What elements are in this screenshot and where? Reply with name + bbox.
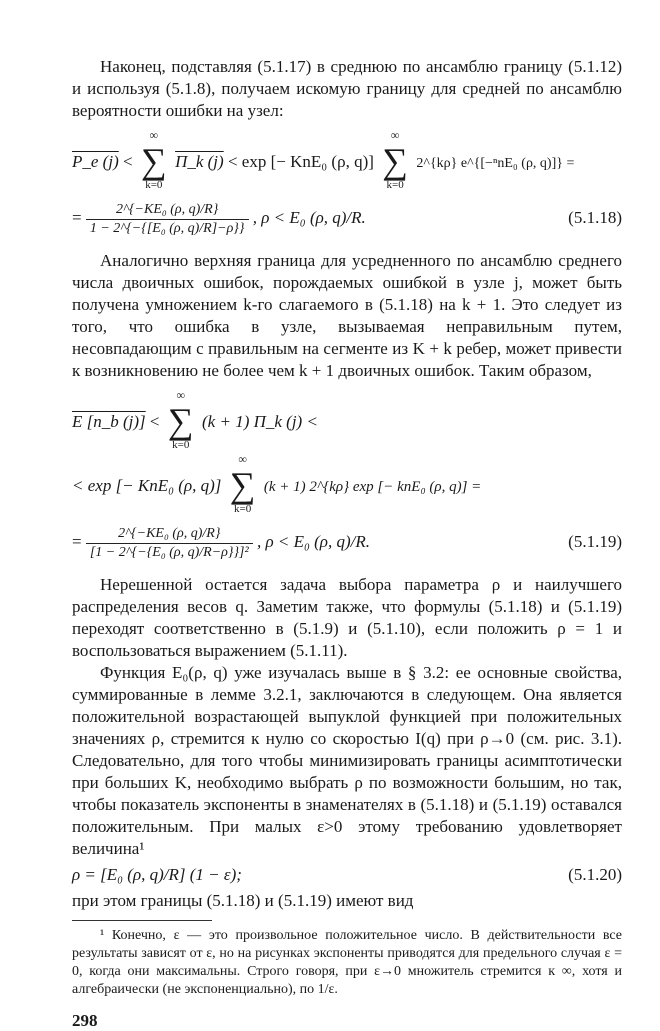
eq2-sum-upper: ∞ bbox=[176, 388, 186, 403]
eq1-sum-symbol bbox=[137, 128, 171, 193]
footnote-divider bbox=[72, 920, 212, 921]
equation-5-1-20 bbox=[72, 860, 622, 890]
eq1-fraction bbox=[86, 201, 249, 238]
eq2-sum-symbol-2 bbox=[226, 452, 260, 517]
eq2-sum2-upper: ∞ bbox=[238, 452, 247, 467]
eq-number-5-1-19: (5.1.19) bbox=[568, 532, 622, 551]
equation-5-1-19-line2 bbox=[72, 454, 622, 518]
sigma-icon: ∑ bbox=[140, 141, 167, 182]
eq2-sum2-lower: k=0 bbox=[234, 503, 252, 516]
footnote-text: ¹ Конечно, ε — это произвольное положительное число. В действительности все результаты зависят от ε, но на рисунках экспоненты приводятся для предельного случая ε = 0, когда они максимальны. Строго говоря, при ε→0 множитель стремится к ∞, хотя и алгебраически (не экспоненциально), по 1/ε. bbox=[72, 928, 622, 997]
eq2-frac-num: 2^{−KE₀ (ρ, q)/R} bbox=[118, 525, 221, 541]
eq1-term: Π_k (j) bbox=[175, 152, 224, 171]
eq1-lhs: P_e (j) bbox=[72, 152, 119, 171]
equation-5-1-19-line1 bbox=[72, 390, 622, 454]
eq3-body: ρ = [E₀ (ρ, q)/R] (1 − ε); bbox=[72, 865, 242, 884]
equation-5-1-19-line3 bbox=[72, 518, 622, 566]
eq1-middle: < exp [− KnE₀ (ρ, q)] bbox=[227, 152, 374, 171]
eq2-frac-den: [1 − 2^{−{E₀ (ρ, q)/R−ρ}}]² bbox=[86, 543, 253, 562]
eq1-lt: < bbox=[122, 152, 133, 171]
eq1-frac-den: 1 − 2^{−{[E₀ (ρ, q)/R]−ρ}} bbox=[86, 219, 249, 238]
footnote bbox=[72, 927, 622, 999]
eq2-lhs: E [n_b (j)] bbox=[72, 412, 146, 431]
sigma-icon-2: ∑ bbox=[382, 141, 408, 182]
eq2-line2-lead: < exp [− KnE₀ (ρ, q)] bbox=[72, 476, 222, 495]
eq2-sum-symbol bbox=[164, 388, 198, 453]
eq-number-5-1-20: (5.1.20) bbox=[568, 865, 622, 884]
eq2-line1-rest: (k + 1) Π_k (j) < bbox=[202, 412, 318, 431]
paragraph-bounds-form: при этом границы (5.1.18) и (5.1.19) имеют вид bbox=[72, 891, 414, 910]
paragraph-intro: Наконец, подставляя (5.1.17) в среднюю по ансамблю границу (5.1.12) и используя (5.1.8), получаем искомую границу для средней по ансамблю вероятности ошибки на узел: bbox=[72, 57, 622, 120]
eq2-equals: = bbox=[72, 532, 82, 551]
sigma-icon-4: ∑ bbox=[229, 465, 256, 506]
paragraph-unsolved: Нерешенной остается задача выбора параметра ρ и наилучшего распределения весов q. Заметим также, что формулы (5.1.18) и (5.1.19) переходят соответственно в (5.1.9) и (5.1.10), если положить ρ = 1 и воспользоваться выражением (5.1.11). bbox=[72, 575, 622, 660]
eq2-line2-rest: (k + 1) 2^{kρ} exp [− knE₀ (ρ, q)] = bbox=[263, 479, 482, 495]
paragraph-binary-errors: Аналогично верхняя граница для усредненного по ансамблю среднего числа двоичных ошибок, порождаемых ошибкой в узле j, может быть получена умножением k-го слагаемого в (5.1.18) на k + 1. Это следует из того, что ошибка в узле, вызываемая неправильным путем, несовпадающим с правильным на сегменте из K + k ребер, может привести к возникновению не более чем k + 1 двоичных ошибок. Таким образом, bbox=[72, 251, 622, 380]
eq2-lt: < bbox=[149, 412, 160, 431]
eq2-fraction bbox=[86, 525, 253, 562]
equation-5-1-18-line2 bbox=[72, 194, 622, 242]
eq1-term2: 2^{kρ} e^{[−ⁿnE₀ (ρ, q)]} = bbox=[416, 156, 575, 171]
paragraph-function-e0: Функция E₀(ρ, q) уже изучалась выше в § 3.2: ее основные свойства, суммированные в лемме 3.2.1, заключаются в следующем. Она является положительной возрастающей выпуклой функцией при положительных значениях ρ, стремится к нулю со скоростью I(q) при ρ→0 (см. рис. 3.1). Следовательно, для того чтобы минимизировать границы асимптотически при больших K, необходимо выбрать ρ по возможности большим, но так, чтобы показатель экспоненты в знаменателях в (5.1.18) и (5.1.19) оставался положительным. При малых ε>0 этому требованию удовлетворяет величина¹ bbox=[72, 663, 622, 858]
eq1-condition: , ρ < E₀ (ρ, q)/R. bbox=[252, 208, 366, 227]
eq1-sum-symbol-2 bbox=[378, 128, 412, 193]
eq1-sum2-lower: k=0 bbox=[386, 179, 404, 192]
page-number: 298 bbox=[72, 1011, 98, 1030]
sigma-icon-3: ∑ bbox=[167, 401, 194, 442]
eq2-sum-lower: k=0 bbox=[172, 439, 190, 452]
eq1-equals: = bbox=[72, 208, 82, 227]
eq2-condition: , ρ < E₀ (ρ, q)/R. bbox=[256, 532, 370, 551]
eq1-sum2-upper: ∞ bbox=[390, 128, 400, 143]
equation-5-1-18-line1 bbox=[72, 130, 622, 194]
page-body bbox=[72, 56, 622, 1031]
eq1-sum-lower: k=0 bbox=[145, 179, 163, 192]
eq1-frac-num: 2^{−KE₀ (ρ, q)/R} bbox=[116, 201, 219, 217]
eq-number-5-1-18: (5.1.18) bbox=[568, 208, 622, 227]
eq1-sum-upper: ∞ bbox=[149, 128, 159, 143]
